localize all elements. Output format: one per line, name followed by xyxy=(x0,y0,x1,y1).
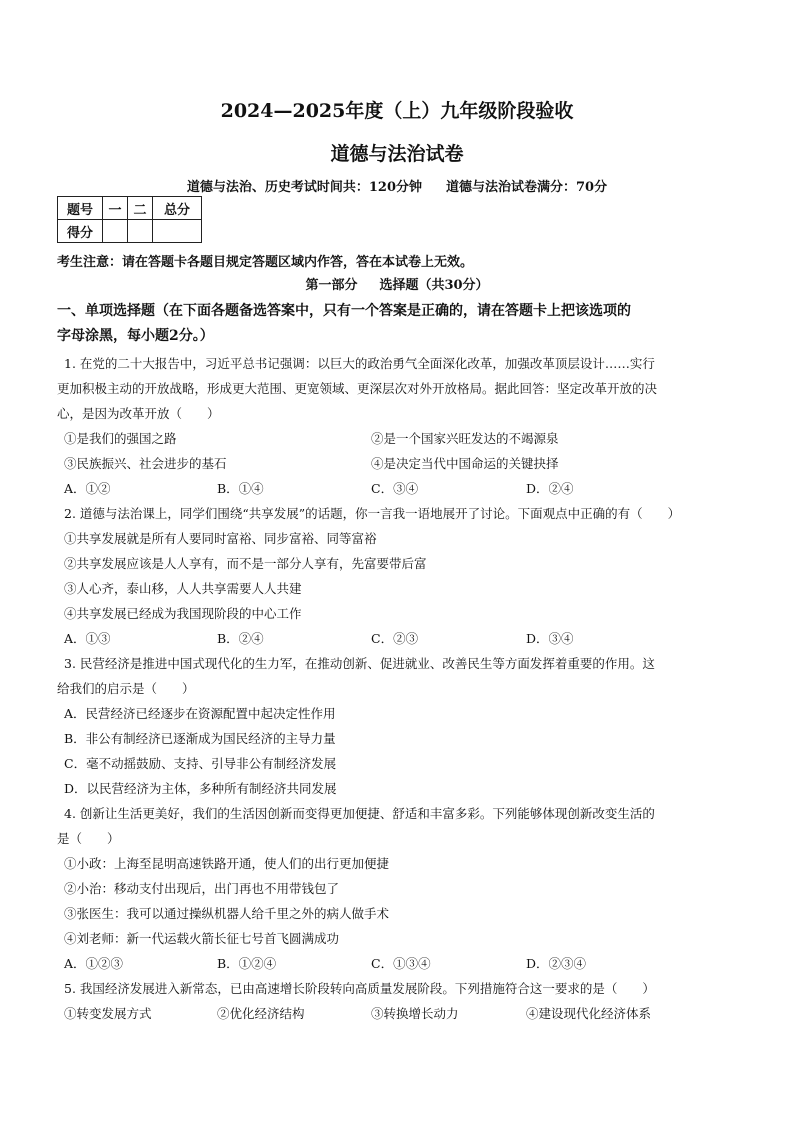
q1-option-a: A．①② xyxy=(64,481,111,496)
part-name: 第一部分 xyxy=(305,278,358,293)
q2-option-c: C．②③ xyxy=(371,631,419,646)
exam-notice: 考生注意：请在答题卡各题目规定答题区域内作答，答在本试卷上无效。 xyxy=(57,255,474,270)
q5-stem-line1: 5. 我国经济发展进入新常态，已由高速增长阶段转向高质量发展阶段。下列措施符合这一要求的是（ ） xyxy=(64,981,655,996)
score-table-header-row xyxy=(58,197,202,220)
score-cell-part1: 一 xyxy=(103,197,128,220)
part-title: 选择题（共30分） xyxy=(379,278,489,293)
q4-option-a: A．①②③ xyxy=(64,956,124,971)
q5-statement-3: ③转换增长动力 xyxy=(371,1006,459,1021)
q1-option-b: B．①④ xyxy=(217,481,264,496)
q4-statement-2: ②小治：移动支付出现后，出门再也不用带钱包了 xyxy=(64,881,340,896)
q4-option-d: D．②③④ xyxy=(526,956,587,971)
score-cell-label: 题号 xyxy=(58,197,103,220)
exam-title: 2024—2025年度（上）九年级阶段验收 xyxy=(220,100,574,122)
exam-time-info: 道德与法治、历史考试时间共：120分钟 xyxy=(186,180,423,195)
q4-option-c: C．①③④ xyxy=(371,956,431,971)
q3-option-a: A．民营经济已经逐步在资源配置中起决定性作用 xyxy=(64,706,336,721)
q1-statement-3: ③民族振兴、社会进步的基石 xyxy=(64,456,227,471)
q2-option-a: A．①③ xyxy=(64,631,111,646)
part-heading xyxy=(0,274,794,293)
score-cell-total: 总分 xyxy=(153,197,202,220)
q1-option-d: D．②④ xyxy=(526,481,574,496)
score-blank-part2 xyxy=(128,220,153,243)
q5-statement-2: ②优化经济结构 xyxy=(217,1006,305,1021)
q1-option-c: C．③④ xyxy=(371,481,419,496)
q4-stem-line2: 是（ ） xyxy=(57,831,120,846)
q1-statement-1: ①是我们的强国之路 xyxy=(64,431,177,446)
q3-stem-line2: 给我们的启示是（ ） xyxy=(57,681,195,696)
q5-statement-4: ④建设现代化经济体系 xyxy=(526,1006,652,1021)
q1-statement-4: ④是决定当代中国命运的关键抉择 xyxy=(371,456,559,471)
q2-option-d: D．③④ xyxy=(526,631,574,646)
q3-stem-line1: 3. 民营经济是推进中国式现代化的生力军，在推动创新、促进就业、改善民生等方面发挥着重要的作用。这 xyxy=(64,656,655,671)
score-blank-total xyxy=(153,220,202,243)
q4-option-b: B．①②④ xyxy=(217,956,277,971)
score-blank-part1 xyxy=(103,220,128,243)
exam-subject-title: 道德与法治试卷 xyxy=(330,143,464,165)
q1-stem-line1: 1. 在党的二十大报告中，习近平总书记强调：以巨大的政治勇气全面深化改革，加强改革顶层设计……实行 xyxy=(64,356,655,371)
q4-statement-3: ③张医生：我可以通过操纵机器人给千里之外的病人做手术 xyxy=(64,906,390,921)
exam-score-info: 道德与法治试卷满分：70分 xyxy=(446,180,608,195)
q3-option-b: B．非公有制经济已逐渐成为国民经济的主导力量 xyxy=(64,731,336,746)
section-heading-line1: 一、单项选择题（在下面各题备选答案中，只有一个答案是正确的，请在答题卡上把该选项的 xyxy=(57,303,631,319)
exam-info-line xyxy=(0,176,794,195)
q3-option-c: C．毫不动摇鼓励、支持、引导非公有制经济发展 xyxy=(64,756,337,771)
q1-stem-line3: 心，是因为改革开放（ ） xyxy=(57,406,220,421)
q2-statement-2: ②共享发展应该是人人享有，而不是一部分人享有，先富要带后富 xyxy=(64,556,427,571)
q2-stem-line1: 2. 道德与法治课上，同学们围绕“共享发展”的话题，你一言我一语地展开了讨论。下面观点中正确的有（ ） xyxy=(64,506,681,521)
q3-option-d: D．以民营经济为主体，多种所有制经济共同发展 xyxy=(64,781,337,796)
q1-statement-2: ②是一个国家兴旺发达的不竭源泉 xyxy=(371,431,559,446)
q4-statement-1: ①小政：上海至昆明高速铁路开通，使人们的出行更加便捷 xyxy=(64,856,390,871)
score-cell-part2: 二 xyxy=(128,197,153,220)
q2-option-b: B．②④ xyxy=(217,631,264,646)
q2-statement-4: ④共享发展已经成为我国现阶段的中心工作 xyxy=(64,606,302,621)
score-row-label: 得分 xyxy=(58,220,103,243)
q2-statement-3: ③人心齐，泰山移，人人共享需要人人共建 xyxy=(64,581,302,596)
section-heading-line2: 字母涂黑，每小题2分。） xyxy=(57,328,214,344)
score-table-score-row xyxy=(58,220,202,243)
q4-stem-line1: 4. 创新让生活更美好，我们的生活因创新而变得更加便捷、舒适和丰富多彩。下列能够体现创新改变生活的 xyxy=(64,806,655,821)
q1-stem-line2: 更加积极主动的开放战略，形成更大范围、更宽领域、更深层次对外开放格局。据此回答：坚定改革开放的决 xyxy=(57,381,658,396)
q4-statement-4: ④刘老师：新一代运载火箭长征七号首飞圆满成功 xyxy=(64,931,340,946)
q2-statement-1: ①共享发展就是所有人要同时富裕、同步富裕、同等富裕 xyxy=(64,531,377,546)
score-table xyxy=(57,196,202,243)
q5-statement-1: ①转变发展方式 xyxy=(64,1006,152,1021)
